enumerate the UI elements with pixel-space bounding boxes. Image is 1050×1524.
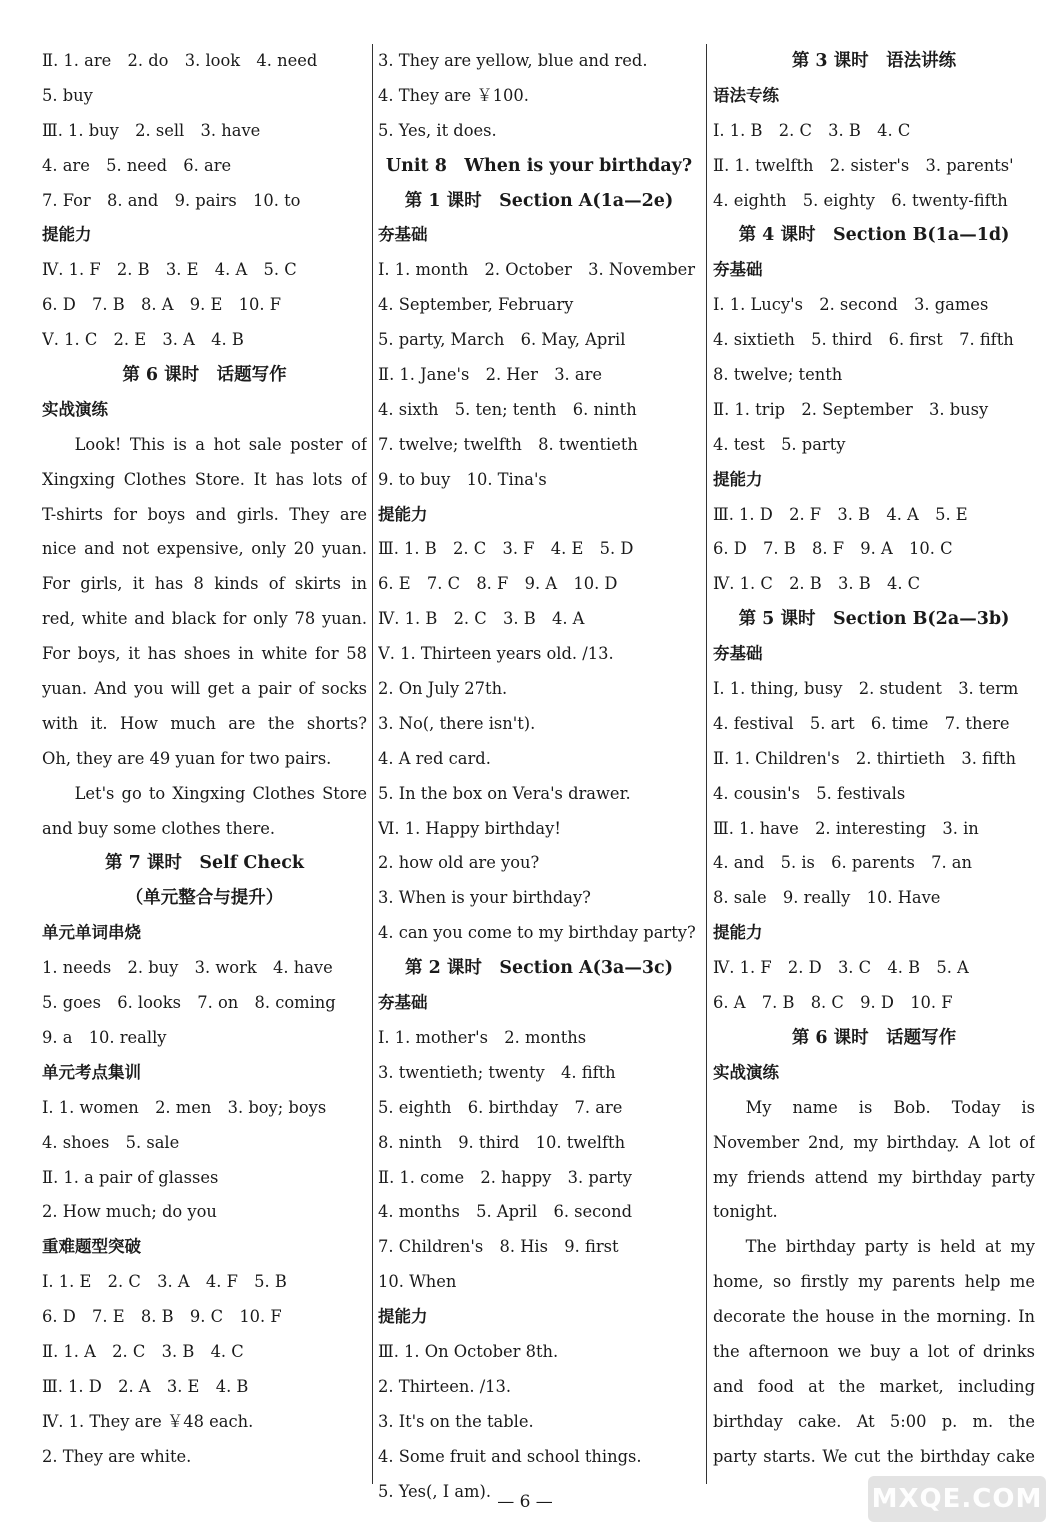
section-heading: 第 2 课时 Section A(3a—3c) (405, 958, 673, 979)
answer-line: Ⅰ. 1. thing, busy 2. student 3. term (713, 679, 1019, 699)
answer-line: 10. When (378, 1272, 457, 1292)
subsection-label: 提能力 (42, 225, 92, 245)
answer-line: 4. sixtieth 5. third 6. first 7. fifth (713, 330, 1014, 350)
answer-line: 4. A red card. (378, 748, 491, 768)
answer-line: Ⅲ. 1. On October 8th. (378, 1341, 559, 1361)
answer-line: 7. For 8. and 9. pairs 10. to (42, 190, 301, 210)
paragraph-line: For girls, it has 8 kinds of skirts in (42, 574, 367, 594)
subsection-label: 提能力 (378, 1307, 428, 1327)
paragraph-line: and food at the market, including (713, 1376, 1035, 1396)
answer-line: Ⅲ. 1. have 2. interesting 3. in (713, 818, 979, 838)
answer-line: 2. Thirteen. /13. (378, 1376, 512, 1396)
answer-line: 3. No(, there isn't). (378, 713, 536, 733)
answer-line: 2. How much; do you (42, 1202, 217, 1222)
page-number: — 6 — (497, 1492, 553, 1512)
answer-line: 6. E 7. C 8. F 9. A 10. D (378, 574, 618, 594)
paragraph-line: birthday cake. At 5:00 p. m. the (713, 1411, 1035, 1431)
answer-line: Ⅰ. 1. mother's 2. months (378, 1027, 587, 1047)
answer-line: 5. Yes, it does. (378, 120, 497, 140)
answer-line: 4. can you come to my birthday party? (378, 923, 696, 943)
answer-line: 5. In the box on Vera's drawer. (378, 783, 631, 803)
answer-line: Ⅴ. 1. Thirteen years old. /13. (378, 644, 614, 664)
subsection-label: 夯基础 (378, 993, 428, 1013)
paragraph-line: The birthday party is held at my (745, 1237, 1035, 1257)
answer-line: Ⅱ. 1. A 2. C 3. B 4. C (42, 1341, 244, 1361)
answer-line: Ⅱ. 1. are 2. do 3. look 4. need (42, 51, 318, 70)
answer-line: Ⅲ. 1. B 2. C 3. F 4. E 5. D (378, 539, 634, 559)
subsection-label: 提能力 (713, 923, 763, 943)
section-heading: 第 6 课时 话题写作 (791, 1027, 957, 1048)
answer-line: 4. They are ￥100. (378, 85, 529, 105)
paragraph-line: my friends attend my birthday party (713, 1167, 1035, 1187)
paragraph-line: the afternoon we buy a lot of drinks (713, 1341, 1035, 1361)
answer-line: Ⅳ. 1. B 2. C 3. B 4. A (378, 609, 585, 629)
answer-line: 8. sale 9. really 10. Have (713, 888, 941, 908)
answer-line: 6. D 7. B 8. F 9. A 10. C (713, 539, 953, 559)
answer-line: 7. Children's 8. His 9. first (378, 1237, 619, 1257)
answer-line: 4. sixth 5. ten; tenth 6. ninth (378, 399, 637, 419)
answer-line: 3. twentieth; twenty 4. fifth (378, 1062, 616, 1082)
subsection-label: 夯基础 (713, 260, 763, 280)
answer-line: 3. They are yellow, blue and red. (378, 51, 648, 70)
paragraph-line: yuan. And you will get a pair of socks (42, 679, 367, 699)
answer-column-left (42, 44, 367, 1475)
answer-line: Ⅴ. 1. C 2. E 3. A 4. B (42, 330, 244, 350)
subsection-label: 提能力 (713, 469, 763, 489)
paragraph-line: Let's go to Xingxing Clothes Store (74, 783, 367, 803)
section-heading: 第 4 课时 Section B(1a—1d) (738, 225, 1010, 246)
answer-line: Ⅱ. 1. a pair of glasses (42, 1167, 219, 1187)
answer-line: Ⅰ. 1. Lucy's 2. second 3. games (713, 295, 989, 315)
section-heading: （单元整合与提升） (125, 888, 284, 909)
answer-line: Ⅳ. 1. F 2. B 3. E 4. A 5. C (42, 260, 297, 280)
answer-line: 9. a 10. really (42, 1027, 167, 1047)
answer-line: Ⅳ. 1. They are ￥48 each. (42, 1411, 254, 1431)
paragraph-line: tonight. (713, 1202, 778, 1222)
answer-line: Ⅲ. 1. buy 2. sell 3. have (42, 120, 261, 140)
answer-line: 9. to buy 10. Tina's (378, 469, 547, 489)
answer-line: Ⅰ. 1. month 2. October 3. November (378, 260, 696, 280)
answer-line: 4. festival 5. art 6. time 7. there (713, 713, 1010, 733)
answer-column-right (713, 44, 1035, 1475)
paragraph-line: home, so firstly my parents help me (713, 1272, 1035, 1292)
answer-line: 4. months 5. April 6. second (378, 1202, 632, 1222)
subsection-label: 语法专练 (713, 85, 779, 105)
answer-line: 8. ninth 9. third 10. twelfth (378, 1132, 626, 1152)
answer-line: 4. are 5. need 6. are (42, 155, 232, 175)
answer-line: 6. D 7. E 8. B 9. C 10. F (42, 1307, 282, 1327)
paragraph-line: For boys, it has shoes in white for 58 (42, 644, 367, 664)
paragraph-line: My name is Bob. Today is (745, 1097, 1035, 1117)
subsection-label: 重难题型突破 (42, 1237, 141, 1257)
paragraph-line: Xingxing Clothes Store. It has lots of (42, 469, 367, 489)
answer-line: 5. Yes(, I am). (378, 1481, 492, 1501)
paragraph-line: T-shirts for boys and girls. They are (42, 504, 367, 524)
answer-line: 7. twelve; twelfth 8. twentieth (378, 434, 638, 454)
answer-line: 5. buy (42, 85, 93, 105)
subsection-label: 单元单词串烧 (42, 923, 141, 943)
section-heading: 第 6 课时 话题写作 (122, 365, 287, 386)
paragraph-line: November 2nd, my birthday. A lot of (713, 1132, 1035, 1152)
paragraph-line: and buy some clothes there. (42, 818, 276, 838)
answer-line: Ⅱ. 1. come 2. happy 3. party (378, 1167, 632, 1187)
answer-line: Ⅳ. 1. F 2. D 3. C 4. B 5. A (713, 958, 969, 978)
answer-line: 5. party, March 6. May, April (378, 330, 626, 350)
answer-line: Ⅱ. 1. Jane's 2. Her 3. are (378, 365, 603, 385)
paragraph-line: Look! This is a hot sale poster of (74, 434, 367, 454)
paragraph-line: with it. How much are the shorts? (42, 713, 367, 733)
paragraph-line: party starts. We cut the birthday cake (713, 1446, 1035, 1466)
answer-line: Ⅵ. 1. Happy birthday! (378, 818, 561, 838)
section-heading: 第 1 课时 Section A(1a—2e) (404, 190, 674, 211)
answer-line: 4. and 5. is 6. parents 7. an (713, 853, 972, 873)
paragraph-line: decorate the house in the morning. In (713, 1307, 1035, 1327)
paragraph-line: red, white and black for only 78 yuan. (42, 609, 367, 629)
answer-line: 4. shoes 5. sale (42, 1132, 180, 1152)
answer-line: 3. When is your birthday? (378, 888, 591, 908)
answer-line: Ⅱ. 1. trip 2. September 3. busy (713, 399, 989, 419)
answer-line: 6. A 7. B 8. C 9. D 10. F (713, 993, 953, 1013)
answer-line: Ⅰ. 1. B 2. C 3. B 4. C (713, 120, 911, 140)
column-divider (706, 44, 707, 1484)
answer-line: 4. September, February (378, 295, 574, 315)
answer-line: Ⅱ. 1. Children's 2. thirtieth 3. fifth (713, 748, 1016, 768)
subsection-label: 实战演练 (713, 1062, 779, 1082)
answer-line: 8. twelve; tenth (713, 365, 843, 385)
answer-line: 2. On July 27th. (378, 679, 508, 699)
subsection-label: 夯基础 (378, 225, 428, 245)
answer-line: 4. cousin's 5. festivals (713, 783, 906, 803)
answer-line: 1. needs 2. buy 3. work 4. have (42, 958, 333, 978)
paragraph-line: nice and not expensive, only 20 yuan. (42, 539, 367, 559)
answer-line: 4. test 5. party (713, 434, 846, 454)
answer-line: Ⅳ. 1. C 2. B 3. B 4. C (713, 574, 921, 594)
column-divider (372, 44, 373, 1484)
answer-line: 2. how old are you? (378, 853, 540, 873)
answer-line: 3. It's on the table. (378, 1411, 534, 1431)
subsection-label: 实战演练 (42, 399, 108, 419)
section-heading: 第 5 课时 Section B(2a—3b) (738, 609, 1010, 630)
subsection-label: 单元考点集训 (42, 1062, 141, 1082)
answer-column-middle (378, 44, 700, 1509)
subsection-label: 提能力 (378, 504, 428, 524)
answer-line: Ⅲ. 1. D 2. F 3. B 4. A 5. E (713, 504, 968, 524)
answer-line: 6. D 7. B 8. A 9. E 10. F (42, 295, 281, 315)
answer-line: 4. eighth 5. eighty 6. twenty-fifth (713, 190, 1008, 210)
paragraph-line: Oh, they are 49 yuan for two pairs. (42, 748, 332, 768)
answer-line: 5. goes 6. looks 7. on 8. coming (42, 993, 336, 1013)
section-heading: Unit 8 When is your birthday? (385, 155, 693, 176)
section-heading: 第 3 课时 语法讲练 (791, 51, 957, 71)
answer-line: Ⅰ. 1. E 2. C 3. A 4. F 5. B (42, 1272, 287, 1292)
section-heading: 第 7 课时 Self Check (105, 853, 304, 874)
answer-line: 5. eighth 6. birthday 7. are (378, 1097, 623, 1117)
answer-line: Ⅱ. 1. twelfth 2. sister's 3. parents' (713, 155, 1014, 175)
answer-line: 2. They are white. (42, 1446, 192, 1466)
answer-line: Ⅲ. 1. D 2. A 3. E 4. B (42, 1376, 249, 1396)
subsection-label: 夯基础 (713, 644, 763, 664)
answer-line: 4. Some fruit and school things. (378, 1446, 642, 1466)
watermark-logo: MXQE.COM (868, 1476, 1046, 1522)
answer-line: Ⅰ. 1. women 2. men 3. boy; boys (42, 1097, 327, 1117)
